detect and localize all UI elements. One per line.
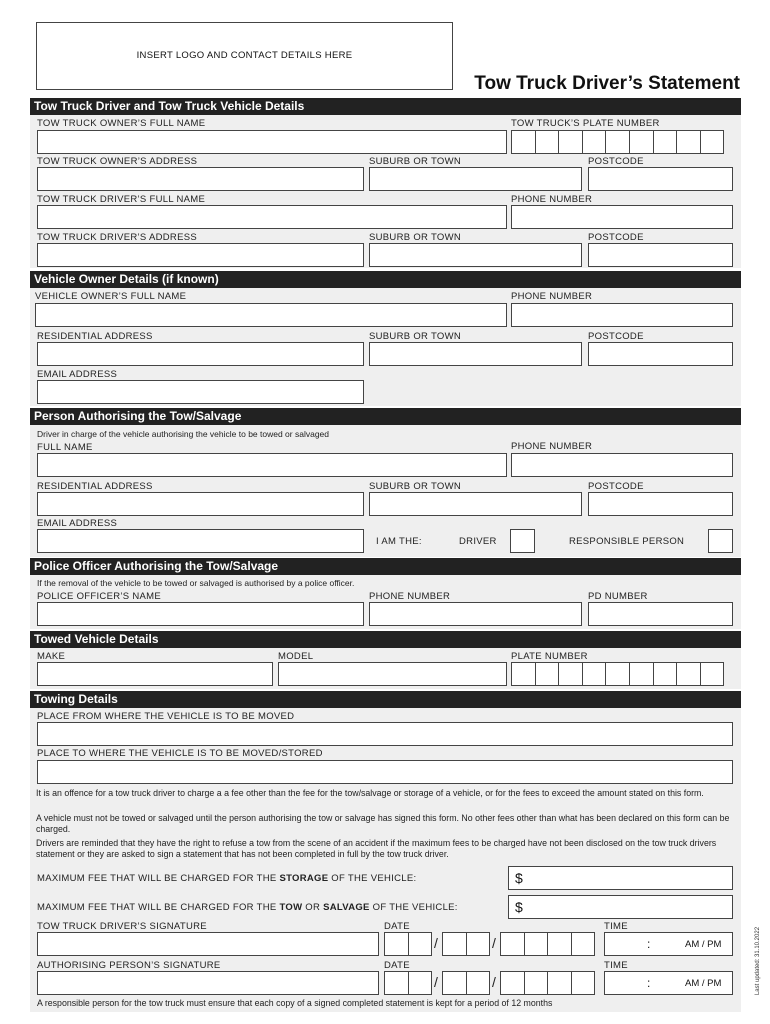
label-responsible-person: RESPONSIBLE PERSON <box>569 536 685 547</box>
label-driver-signature: TOW TRUCK DRIVER’S SIGNATURE <box>37 921 207 932</box>
auth-date-day[interactable] <box>384 971 431 995</box>
driver-time-field[interactable] <box>604 932 733 956</box>
plate-cell[interactable] <box>700 130 725 154</box>
plate-cell[interactable] <box>605 662 630 686</box>
date-cell[interactable] <box>442 971 467 995</box>
date-cell[interactable] <box>466 932 491 956</box>
date-separator: / <box>492 974 496 990</box>
date-cell[interactable] <box>384 971 409 995</box>
label-phone: PHONE NUMBER <box>511 194 593 205</box>
vehicle-owner-phone-field[interactable] <box>511 303 733 327</box>
label-model: MODEL <box>278 651 314 662</box>
driver-postcode-field[interactable] <box>588 243 733 267</box>
label-police-name: POLICE OFFICER’S NAME <box>37 591 162 602</box>
date-cell[interactable] <box>408 971 433 995</box>
label-i-am-the: I AM THE: <box>376 536 422 547</box>
auth-full-name-field[interactable] <box>37 453 507 477</box>
vehicle-owner-suburb-field[interactable] <box>369 342 582 366</box>
label-make: MAKE <box>37 651 66 662</box>
label-date: DATE <box>384 960 410 971</box>
tow-plate-cells[interactable] <box>511 130 723 154</box>
date-cell[interactable] <box>547 971 572 995</box>
driver-name-field[interactable] <box>37 205 507 229</box>
label-vehicle-owner-name: VEHICLE OWNER’S FULL NAME <box>35 291 187 302</box>
tow-fee-bold-tow: TOW <box>279 902 303 913</box>
currency-symbol: $ <box>515 899 523 915</box>
section-header-towed-vehicle: Towed Vehicle Details <box>30 631 741 648</box>
plate-cell[interactable] <box>629 662 654 686</box>
time-colon: : <box>647 976 651 990</box>
label-storage-fee <box>37 873 416 884</box>
date-cell[interactable] <box>571 971 596 995</box>
label-driver-name: TOW TRUCK DRIVER’S FULL NAME <box>37 194 206 205</box>
authorising-note: Driver in charge of the vehicle authorising the vehicle to be towed or salvaged <box>37 429 330 439</box>
driver-suburb-field[interactable] <box>369 243 582 267</box>
plate-cell[interactable] <box>629 130 654 154</box>
plate-cell[interactable] <box>653 130 678 154</box>
plate-cell[interactable] <box>535 662 560 686</box>
tow-fee-or: OR <box>302 902 324 913</box>
plate-cell[interactable] <box>676 130 701 154</box>
date-cell[interactable] <box>571 932 596 956</box>
date-cell[interactable] <box>442 932 467 956</box>
offence-paragraph: It is an offence for a tow truck driver to charge a a fee other than the fee for the tow/salvage or storage of a vehicle, or for the fees to exceed the amount stated on this form. <box>36 788 704 798</box>
storage-fee-bold: STORAGE <box>279 873 329 884</box>
plate-cell[interactable] <box>511 130 536 154</box>
police-phone-field[interactable] <box>369 602 582 626</box>
last-updated-note: Last updated: 31.10.2022 <box>755 926 761 996</box>
label-place-from: PLACE FROM WHERE THE VEHICLE IS TO BE MOVED <box>37 711 295 722</box>
responsible-person-checkbox[interactable] <box>708 529 733 553</box>
driver-date-year[interactable] <box>500 932 594 956</box>
make-field[interactable] <box>37 662 273 686</box>
vehicle-owner-postcode-field[interactable] <box>588 342 733 366</box>
date-separator: / <box>434 974 438 990</box>
label-postcode: POSTCODE <box>588 156 644 167</box>
label-time: TIME <box>604 960 628 971</box>
footer-note: A responsible person for the tow truck must ensure that each copy of a signed completed statement is kept for a period of 12 months <box>37 998 553 1008</box>
auth-date-year[interactable] <box>500 971 594 995</box>
label-phone: PHONE NUMBER <box>511 441 593 452</box>
plate-cell[interactable] <box>676 662 701 686</box>
label-phone: PHONE NUMBER <box>369 591 451 602</box>
date-cell[interactable] <box>500 932 525 956</box>
label-phone: PHONE NUMBER <box>511 291 593 302</box>
label-driver: DRIVER <box>459 536 497 547</box>
tow-fee-suffix: OF THE VEHICLE: <box>369 902 458 913</box>
driver-phone-field[interactable] <box>511 205 733 229</box>
vehicle-owner-email-field[interactable] <box>37 380 364 404</box>
label-email: EMAIL ADDRESS <box>37 369 118 380</box>
section-header-towing: Towing Details <box>30 691 741 708</box>
am-pm-label: AM / PM <box>685 939 722 950</box>
place-from-field[interactable] <box>37 722 733 746</box>
label-time: TIME <box>604 921 628 932</box>
am-pm-label: AM / PM <box>685 978 722 989</box>
owner-suburb-field[interactable] <box>369 167 582 191</box>
label-residential-address: RESIDENTIAL ADDRESS <box>37 481 153 492</box>
date-cell[interactable] <box>524 971 549 995</box>
date-cell[interactable] <box>466 971 491 995</box>
plate-cell[interactable] <box>582 130 607 154</box>
owner-name-field[interactable] <box>37 130 507 154</box>
label-authorising-signature: AUTHORISING PERSON’S SIGNATURE <box>37 960 221 971</box>
logo-placeholder-text: INSERT LOGO AND CONTACT DETAILS HERE <box>136 50 353 61</box>
time-colon: : <box>647 937 651 951</box>
label-suburb: SUBURB OR TOWN <box>369 481 461 492</box>
auth-address-field[interactable] <box>37 492 364 516</box>
label-suburb: SUBURB OR TOWN <box>369 331 461 342</box>
auth-suburb-field[interactable] <box>369 492 582 516</box>
police-note: If the removal of the vehicle to be towed or salvaged is authorised by a police officer. <box>37 578 355 588</box>
label-full-name: FULL NAME <box>37 442 93 453</box>
date-separator: / <box>492 935 496 951</box>
owner-address-field[interactable] <box>37 167 364 191</box>
plate-cell[interactable] <box>558 662 583 686</box>
auth-phone-field[interactable] <box>511 453 733 477</box>
label-email: EMAIL ADDRESS <box>37 518 118 529</box>
plate-cell[interactable] <box>605 130 630 154</box>
label-pd-number: PD NUMBER <box>588 591 648 602</box>
towed-plate-cells[interactable] <box>511 662 723 686</box>
section-header-vehicle-owner: Vehicle Owner Details (if known) <box>30 271 741 288</box>
date-cell[interactable] <box>547 932 572 956</box>
date-cell[interactable] <box>408 932 433 956</box>
vehicle-owner-address-field[interactable] <box>37 342 364 366</box>
drivers-reminder-paragraph: Drivers are reminded that they have the right to refuse a tow from the scene of an accident if the maximum fees to be charged have not been disclosed on the tow truck drivers statement or they are asked to sign a statement that has not been completed in full by the tow truck driver. <box>36 838 717 859</box>
plate-cell[interactable] <box>535 130 560 154</box>
tow-fee-field[interactable] <box>508 895 733 919</box>
date-cell[interactable] <box>524 932 549 956</box>
auth-postcode-field[interactable] <box>588 492 733 516</box>
label-postcode: POSTCODE <box>588 232 644 243</box>
label-owner-address: TOW TRUCK OWNER’S ADDRESS <box>37 156 198 167</box>
label-suburb: SUBURB OR TOWN <box>369 232 461 243</box>
label-plate-number: PLATE NUMBER <box>511 651 588 662</box>
auth-email-field[interactable] <box>37 529 364 553</box>
plate-cell[interactable] <box>558 130 583 154</box>
police-name-field[interactable] <box>37 602 364 626</box>
driver-date-day[interactable] <box>384 932 431 956</box>
label-postcode: POSTCODE <box>588 481 644 492</box>
plate-cell[interactable] <box>700 662 725 686</box>
label-tow-plate: TOW TRUCK’S PLATE NUMBER <box>511 118 660 129</box>
pd-number-field[interactable] <box>588 602 733 626</box>
plate-cell[interactable] <box>653 662 678 686</box>
place-to-field[interactable] <box>37 760 733 784</box>
label-residential-address: RESIDENTIAL ADDRESS <box>37 331 153 342</box>
currency-symbol: $ <box>515 870 523 886</box>
driver-signature-field[interactable] <box>37 932 379 956</box>
vehicle-owner-name-field[interactable] <box>35 303 507 327</box>
tow-fee-bold-salvage: SALVAGE <box>323 902 370 913</box>
label-date: DATE <box>384 921 410 932</box>
plate-cell[interactable] <box>511 662 536 686</box>
date-separator: / <box>434 935 438 951</box>
section-header-tow-truck: Tow Truck Driver and Tow Truck Vehicle Details <box>30 98 741 115</box>
storage-fee-suffix: OF THE VEHICLE: <box>328 873 417 884</box>
driver-date-month[interactable] <box>442 932 489 956</box>
label-suburb: SUBURB OR TOWN <box>369 156 461 167</box>
authorising-signature-field[interactable] <box>37 971 379 995</box>
section-header-police: Police Officer Authorising the Tow/Salvage <box>30 558 741 575</box>
label-place-to: PLACE TO WHERE THE VEHICLE IS TO BE MOVED/STORED <box>37 748 323 759</box>
tow-fee-prefix: MAXIMUM FEE THAT WILL BE CHARGED FOR THE <box>37 902 280 913</box>
label-postcode: POSTCODE <box>588 331 644 342</box>
plate-cell[interactable] <box>582 662 607 686</box>
date-cell[interactable] <box>384 932 409 956</box>
date-cell[interactable] <box>500 971 525 995</box>
driver-address-field[interactable] <box>37 243 364 267</box>
model-field[interactable] <box>278 662 507 686</box>
no-tow-paragraph: A vehicle must not be towed or salvaged until the person authorising the tow or salvage has signed this form. No other fees other than what has been declared on this form can be charged. <box>36 813 730 834</box>
label-tow-fee <box>37 902 458 913</box>
storage-fee-prefix: MAXIMUM FEE THAT WILL BE CHARGED FOR THE <box>37 873 280 884</box>
owner-postcode-field[interactable] <box>588 167 733 191</box>
auth-time-field[interactable] <box>604 971 733 995</box>
label-owner-name: TOW TRUCK OWNER’S FULL NAME <box>37 118 206 129</box>
storage-fee-field[interactable] <box>508 866 733 890</box>
label-driver-address: TOW TRUCK DRIVER’S ADDRESS <box>37 232 197 243</box>
section-header-authorising: Person Authorising the Tow/Salvage <box>30 408 741 425</box>
driver-checkbox[interactable] <box>510 529 535 553</box>
page-title: Tow Truck Driver’s Statement <box>474 73 740 94</box>
auth-date-month[interactable] <box>442 971 489 995</box>
